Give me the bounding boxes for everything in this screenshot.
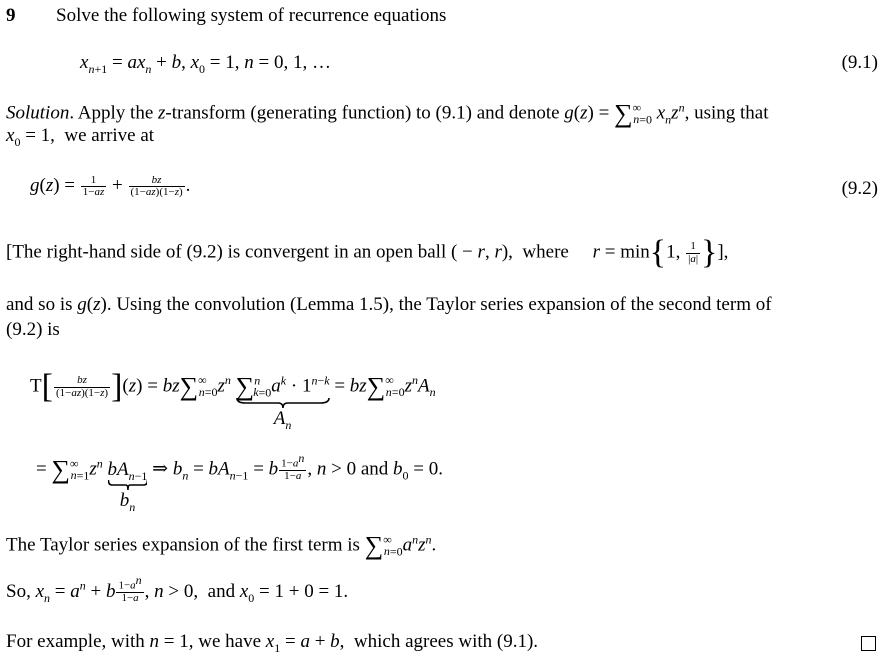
convolution-text: and so is g(z). Using the convolution (Lemma 1.5), the Taylor series expansion of the second term of <box>6 294 772 315</box>
equation-9-1: $x_{n+1} = ax_n + b$, $x_0 = 1$, n = 0, 1, … <box>80 52 331 76</box>
example-text: For example, with n = 1, we have $x_1 = a + b$, which agrees with (9.1). <box>6 631 539 655</box>
equation-9-2-label: (9.2) <box>841 178 878 199</box>
underbrace-bn: $bA_{n-1}$ $b_n$ <box>107 458 148 514</box>
first-term-text: The Taylor series expansion of the first term is $\sum^\infty_{n=0}a^nz^n$. <box>6 531 437 560</box>
taylor-expansion-2: = $\sum^\infty_{n=1}z^n$ $bA_{n-1}$ $b_n$ ⇒ $b_n = bA_{n-1} = b$ $\frac{1-a^n}{1-a}$ , n > 0 and $b_0 = 0$. <box>36 450 443 514</box>
problem-number: 9 <box>6 5 16 26</box>
problem-statement: Solve the following system of recurrence equations <box>56 5 447 26</box>
solution-intro: Solution. Apply the z-transform (generating function) to (9.1) and denote $g(z) = \sum^\infty_{n=0}$ $x_nz^n$, using that <box>6 99 769 128</box>
equation-9-1-label: (9.1) <box>841 52 878 73</box>
solution-result: So, $x_n = a^n + b$ $\frac{1-a^n}{1-a}$ , n > 0, and $x_0 = 1 + 0 = 1$. <box>6 573 349 605</box>
underbrace-An: $\sum^n_{k=0}a^k \cdot 1^{n-k}$ $A_n$ <box>235 371 330 432</box>
solution-intro-line2: $x_0 = 1$, we arrive at <box>6 125 155 149</box>
equation-9-2: g(z) = $\frac{1}{1-az}$ + $\frac{bz}{(1-az)(1-z)}$ . <box>30 173 191 199</box>
convergence-remark: [The right-hand side of (9.2) is convergent in an open ball ( − r, r), where r = min{1, $\frac{1}{|a|}$ }], <box>6 234 729 271</box>
taylor-expansion-1: T[ $\frac{bz}{(1-az)(1-z)}$ ]$(z) = bz\sum^\infty_{n=0}z^n$ $\sum^n_{k=0}a^k \cdot 1^{n-k}$ $A_n$ = $bz\sum^\infty_{n=0}z^nA_n$ <box>30 368 436 432</box>
solution-label: Solution <box>6 102 70 124</box>
convolution-text-line2: (9.2) is <box>6 319 60 340</box>
qed-box <box>861 636 876 651</box>
